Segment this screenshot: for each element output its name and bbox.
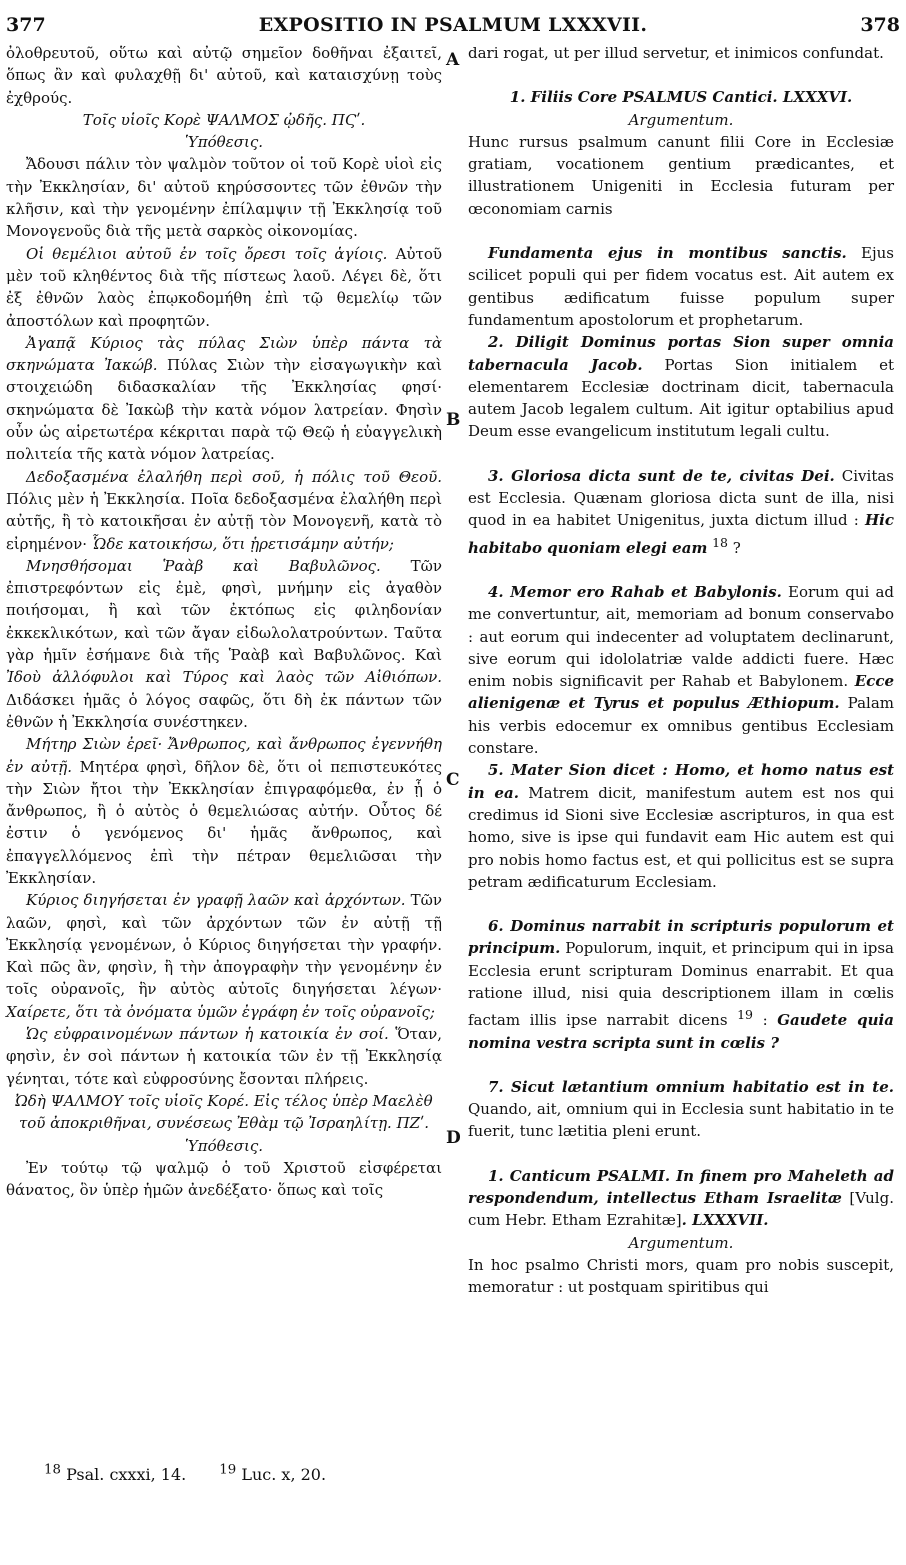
greek-paragraph: Οἱ θεμέλιοι αὐτοῦ ἐν τοῖς ὄρεσι τοῖς ἁγίοις. Αὐτοῦ μὲν τοῦ κληθέντος διὰ τῆς πίστεως λαοῦ. Λέγει δὲ, ὅτι ἐξ ἐθνῶν λαὸς ἐπῳκοδομήθη ἐπὶ τῷ θεμελίῳ τῶν ἀποστόλων καὶ προφητῶν. — [6, 244, 442, 330]
latin-lemma: 5. Mater Sion dicet : Homo, et homo natus est in ea. — [468, 761, 894, 802]
latin-lemma: 7. Sicut lætantium omnium habitatio est in te. — [488, 1077, 894, 1096]
greek-paragraph: Ἀγαπᾷ Κύριος τὰς πύλας Σιὼν ὑπὲρ πάντα τὰ σκηνώματα Ἰακώβ. Πύλας Σιὼν τὴν εἰσαγωγικὴν καὶ στοιχειώδη διδασκαλίαν τῆς Ἐκκλησίας φησί· σκηνώματα δὲ Ἰακὼβ τὴν κατὰ νόμον λατρείαν. Φησὶν οὖν ὡς αἱρετωτέρα κέκριται παρὰ τῷ Θεῷ ἡ εὐαγγελικὴ πολιτεία τῆς κατὰ νόμον λατρείας. — [6, 333, 442, 464]
greek-paragraph: Ἄδουσι πάλιν τὸν ψαλμὸν τοῦτον οἱ τοῦ Κορὲ υἱοὶ εἰς τὴν Ἐκκλησίαν, δι' αὐτοῦ κηρύσσοντες τῶν ἐθνῶν τὴν κλῆσιν, καὶ τὴν γενομένην ἐπίλαμψιν τῇ Ἐκκλησίᾳ τοῦ Μονογενοῦς διὰ τῆς μετὰ σαρκὸς οἰκονομίας. — [6, 155, 442, 241]
margin-mark-b: B — [446, 410, 461, 430]
latin-lemma: Fundamenta ejus in montibus sanctis. — [488, 244, 847, 263]
latin-paragraph: 2. Diligit Dominus portas Sion super omnia tabernacula Jacob. Portas Sion initialem et elementarem Ecclesiæ doctrinam dicit, tabernacula autem Jacob legalem cultum. Ait igitur optabilius apud Deum esse evangelicum institutum legali cultu. — [468, 333, 894, 441]
running-title: EXPOSITIO IN PSALMUM LXXXVII. — [258, 14, 648, 36]
greek-lemma: Ἀγαπᾷ Κύριος τὰς πύλας Σιὼν ὑπὲρ πάντα τὰ σκηνώματα Ἰακώβ. — [6, 333, 442, 375]
latin-lemma: 4. Memor ero Rahab et Babylonis. — [488, 582, 782, 601]
greek-column — [6, 42, 442, 1201]
latin-paragraph: dari rogat, ut per illud servetur, et inimicos confundat. — [468, 44, 884, 62]
latin-column — [468, 42, 894, 1299]
greek-paragraph: Κύριος διηγήσεται ἐν γραφῇ λαῶν καὶ ἀρχόντων. Τῶν λαῶν, φησὶ, καὶ τῶν ἀρχόντων τῶν ἐν αὐτῇ τῇ Ἐκκλησίᾳ γενομένων, ὁ Κύριος διηγήσεται τὴν γραφήν. Καὶ πῶς ἂν, φησὶν, ἢ τὴν ἀπογραφὴν τὴν γενομένην ἐν τοῖς οὐρανοῖς, ἣν αὐτὸς αὐτοῖς διηγήσεται λέγων· Χαίρετε, ὅτι τὰ ὀνόματα ὑμῶν ἐγράφη ἐν τοῖς οὐρανοῖς; — [6, 891, 442, 1021]
latin-quote: Hic habitabo quoniam elegi eam — [468, 511, 894, 557]
footnote-ref: 19 — [737, 1007, 754, 1023]
greek-paragraph: Μνησθήσομαι Ῥαὰβ καὶ Βαβυλῶνος. Τῶν ἐπιστρεφόντων εἰς ἐμὲ, φησὶ, μνήμην εἰς ἀγαθὸν ποιήσομαι, ἢ καὶ τῶν ἐκτόπως εἰς φιληδονίαν ἐκκεκλικότων, καὶ τῶν ἄγαν εἰδωλολατρούντων. Ταῦτα γὰρ ἡμῖν ἐσήμανε διὰ τῆς Ῥαὰβ καὶ Βαβυλῶνος. Καὶ Ἰδοὺ ἀλλόφυλοι καὶ Τύρος καὶ λαὸς τῶν Αἰθιόπων. Διδάσκει ἡμᾶς ὁ λόγος σαφῶς, ὅτι δὴ ἐκ πάντων τῶν ἐθνῶν ἡ Ἐκκλησία συνέστηκεν. — [6, 556, 442, 731]
greek-lemma: Κύριος διηγήσεται ἐν γραφῇ λαῶν καὶ ἀρχόντων. — [26, 891, 406, 910]
greek-paragraph: Ὡς εὐφραινομένων πάντων ἡ κατοικία ἐν σοί. Ὅταν, φησὶν, ἐν σοὶ πάντων ἡ κατοικία τῶν ἐν τῇ Ἐκκλησίᾳ γένηται, τότε καὶ εὐφροσύνης ἔσονται πλήρεις. — [6, 1025, 442, 1088]
greek-argument-heading: Ὑπόθεσις. — [184, 1136, 264, 1155]
greek-quote: Ἰδοὺ ἀλλόφυλοι καὶ Τύρος καὶ λαὸς τῶν Αἰθιόπων. — [6, 668, 442, 687]
greek-paragraph: Ἐν τούτῳ τῷ ψαλμῷ ὁ τοῦ Χριστοῦ εἰσφέρεται θάνατος, ὃν ὑπὲρ ἡμῶν ἀνεδέξατο· ὅπως καὶ τοῖς — [6, 1158, 442, 1200]
page-number-left: 377 — [6, 14, 46, 36]
latin-argument-heading: Argumentum. — [628, 110, 734, 129]
margin-mark-a: A — [446, 50, 460, 70]
greek-lemma: Δεδοξασμένα ἐλαλήθη περὶ σοῦ, ἡ πόλις τοῦ Θεοῦ. — [26, 467, 442, 486]
footnote-19: $^{19}$ Luc. x, 20. — [219, 1463, 327, 1485]
latin-psalm-title: 1. Filiis Core PSALMUS Cantici. LXXXVI. — [509, 88, 853, 107]
latin-paragraph: Fundamenta ejus in montibus sanctis. Ejus scilicet populi qui per fidem vocatus est. Ait autem ex gentibus ædificatum fuisse populum super fundamentum apostolorum et prophetarum. — [468, 244, 894, 329]
running-header — [6, 14, 900, 40]
latin-argument-heading: Argumentum. — [628, 1233, 734, 1252]
footnote-18: $^{18}$ Psal. cxxxi, 14. — [44, 1463, 187, 1485]
margin-mark-c: C — [446, 770, 460, 790]
latin-lemma: 2. Diligit Dominus portas Sion super omnia tabernacula Jacob. — [468, 333, 894, 374]
greek-quote: Ὧδε κατοικήσω, ὅτι ᾑρετισάμην αὐτήν; — [91, 534, 394, 553]
latin-paragraph: 4. Memor ero Rahab et Babylonis. Eorum qui ad me convertuntur, ait, memoriam ad bonum conservabo : aut eorum qui indecenter ad voluptatem declinarunt, sive eorum qui idololatriæ valde addicti fuere. Hæc enim nobis significavit per Rahab et Babylonem. Ecce alienigenæ et Tyrus et populus Æthiopum. Palam his verbis edocemur ex omnibus gentibus Ecclesiam constare. — [468, 582, 894, 758]
greek-psalm-title: Τοῖς υἱοῖς Κορὲ ΨΑΛΜΟΣ ᾠδῆς. ΠϚʹ. — [82, 110, 366, 129]
latin-paragraph: Hunc rursus psalmum canunt filii Core in Ecclesiæ gratiam, vocationem gentium prædicantes, et illustrationem Unigeniti in Ecclesia futuram per œconomiam carnis — [468, 132, 894, 218]
footnote-ref: 18 — [712, 534, 729, 550]
greek-argument-heading: Ὑπόθεσις. — [184, 133, 264, 152]
greek-psalm-title: Ὠδὴ ΨΑΛΜΟΥ τοῖς υἱοῖς Κορέ. Εἰς τέλος ὑπὲρ Μαελὲθ τοῦ ἀποκριθῆναι, συνέσεως Ἐθὰμ τῷ Ἰσραηλίτῃ. ΠΖʹ. — [15, 1091, 433, 1133]
latin-paragraph: 7. Sicut lætantium omnium habitatio est in te. Quando, ait, omnium qui in Ecclesia sunt habitatio in te fuerit, tunc lætitia pleni erunt. — [468, 1077, 894, 1141]
latin-paragraph: 3. Gloriosa dicta sunt de te, civitas Dei. Civitas est Ecclesia. Quænam gloriosa dicta sunt de illa, nisi quod in ea habitet Unigenitus, juxta dictum illud : Hic habitabo quoniam elegi eam $^{18}$ ? — [468, 466, 894, 557]
greek-lemma: Μήτηρ Σιὼν ἐρεῖ· Ἄνθρωπος, καὶ ἄνθρωπος ἐγεννήθη ἐν αὐτῇ. — [6, 735, 442, 776]
greek-paragraph: Δεδοξασμένα ἐλαλήθη περὶ σοῦ, ἡ πόλις τοῦ Θεοῦ. Πόλις μὲν ἡ Ἐκκλησία. Ποῖα δεδοξασμένα ἐλαλήθη περὶ αὐτῆς, ἢ τὸ κατοικῆσαι ἐν αὐτῇ τὸν Μονογενῆ, κατὰ τὸ εἰρημένον· Ὧδε κατοικήσω, ὅτι ᾑρετισάμην αὐτήν; — [6, 467, 442, 553]
latin-psalm-title: 1. Canticum PSALMI. In finem pro Maheleth ad respondendum, intellectus Etham Israelitæ [Vulg. cum Hebr. Etham Ezrahitæ]. LXXXVII. — [468, 1166, 894, 1230]
latin-quote: Ecce alienigenæ et Tyrus et populus Æthiopum. — [468, 672, 894, 713]
greek-lemma: Οἱ θεμέλιοι αὐτοῦ ἐν τοῖς ὄρεσι τοῖς ἁγίοις. — [26, 244, 388, 263]
margin-mark-d: D — [446, 1128, 461, 1148]
latin-quote: Gaudete quia nomina vestra scripta sunt in cœlis ? — [468, 1011, 894, 1052]
page-number-right: 378 — [860, 14, 900, 36]
latin-paragraph: 5. Mater Sion dicet : Homo, et homo natus est in ea. Matrem dicit, manifestum autem est nos qui credimus id Sioni sive Ecclesiæ ascripturos, in qua est homo, sive is ipse qui fundavit eam Hic autem est qui pro nobis homo factus est, et qui pollicitus est se supra petram ædificaturum Ecclesiam. — [468, 761, 894, 891]
greek-paragraph: ὀλοθρευτοῦ, οὕτω καὶ αὐτῷ σημεῖον δοθῆναι ἐξαιτεῖ, ὅπως ἂν καὶ φυλαχθῇ δι' αὐτοῦ, καὶ καταισχύνῃ τοὺς ἐχθρούς. — [6, 44, 442, 107]
latin-lemma: 6. Dominus narrabit in scripturis populorum et principum. — [468, 917, 894, 958]
footnotes — [44, 1463, 354, 1484]
latin-paragraph: In hoc psalmo Christi mors, quam pro nobis suscepit, memoratur : ut postquam spiritibus qui — [468, 1255, 894, 1297]
greek-paragraph: Μήτηρ Σιὼν ἐρεῖ· Ἄνθρωπος, καὶ ἄνθρωπος ἐγεννήθη ἐν αὐτῇ. Μητέρα φησὶ, δῆλον δὲ, ὅτι οἱ πεπιστευκότες τὴν Σιὼν ἤτοι τὴν Ἐκκλησίαν ἐπιγραφόμεθα, ἐν ᾗ ὁ ἄνθρωπος, ἢ ὁ αὐτὸς ὁ θεμελιώσας αὐτήν. Οὗτος δέ ἐστιν ὁ γενόμενος δι' ἡμᾶς ἄνθρωπος, καὶ ἐπαγγελλόμενος ἐπὶ τὴν πέτραν θεμελιῶσαι τὴν Ἐκκλησίαν. — [6, 735, 442, 887]
greek-quote: Χαίρετε, ὅτι τὰ ὀνόματα ὑμῶν ἐγράφη ἐν τοῖς οὐρανοῖς; — [6, 1002, 435, 1021]
latin-lemma: 3. Gloriosa dicta sunt de te, civitas Dei. — [488, 466, 835, 485]
latin-paragraph: 6. Dominus narrabit in scripturis populorum et principum. Populorum, inquit, et principum qui in ipsa Ecclesia erunt scripturam Dominus enarrabit. Et qua ratione illud, nisi quia descriptionem illam in cœlis factam illis ipse narrabit dicens $^{19}$ : Gaudete quia nomina vestra scripta sunt in cœlis ? — [468, 917, 894, 1052]
greek-lemma: Ὡς εὐφραινομένων πάντων ἡ κατοικία ἐν σοί. — [26, 1025, 389, 1044]
greek-lemma: Μνησθήσομαι Ῥαὰβ καὶ Βαβυλῶνος. — [26, 556, 381, 575]
